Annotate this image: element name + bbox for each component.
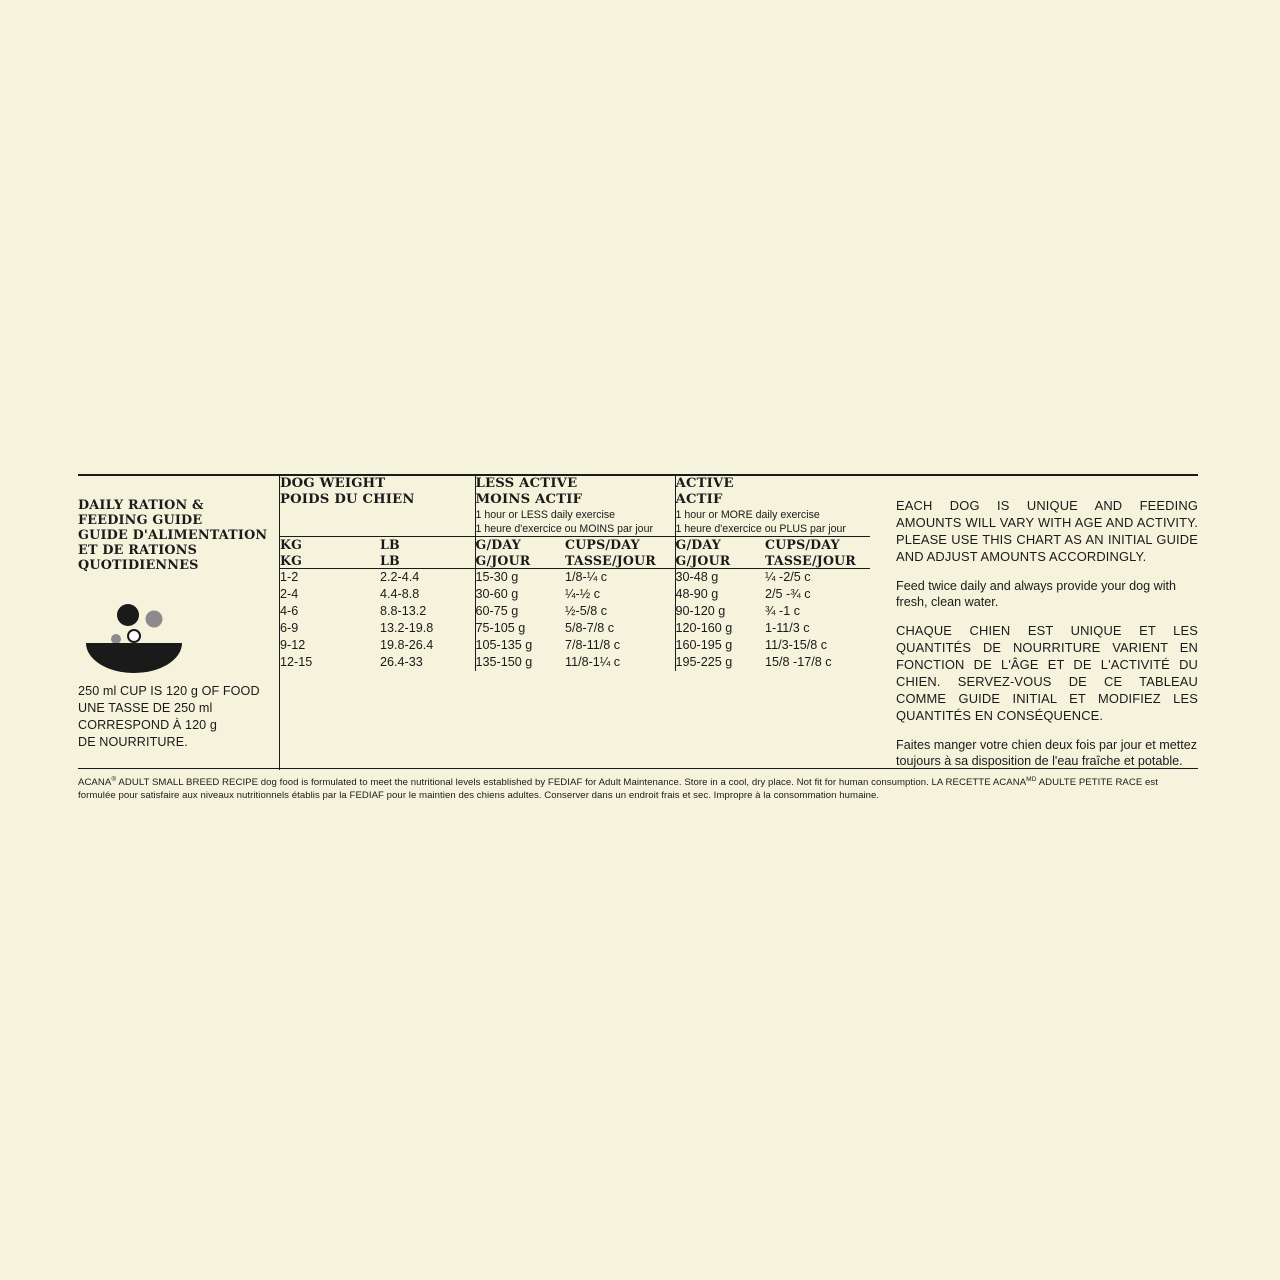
group-header-dog-weight-en: DOG WEIGHT — [280, 476, 386, 491]
cell-less-active-grams: 135-150 g — [475, 654, 565, 671]
cell-kg: 1-2 — [280, 570, 299, 584]
feeding-table — [280, 476, 870, 671]
cell-active-grams: 160-195 g — [675, 637, 765, 654]
guide-title-line-3: GUIDE D'ALIMENTATION — [78, 528, 268, 544]
group-sub-active-fr: 1 heure d'exercice ou PLUS par jour — [675, 522, 846, 535]
cup-note-line-2: UNE TASSE DE 250 ml — [78, 701, 213, 716]
column-header-kg-en: KG — [280, 537, 303, 553]
cell-kg: 12-15 — [280, 655, 313, 669]
feeding-table-column — [280, 476, 870, 770]
footer-block — [78, 768, 1198, 802]
column-header-cups-active — [765, 537, 870, 569]
cell-active-cups: ¼ -2/5 c — [765, 570, 811, 584]
group-header-dog-weight — [280, 476, 475, 508]
group-header-less-active-fr: MOINS ACTIF — [475, 491, 583, 507]
column-header-cups-active-fr: TASSE/JOUR — [765, 552, 856, 568]
group-header-active-fr: ACTIF — [675, 491, 723, 507]
cup-note-line-4: DE NOURRITURE. — [78, 735, 188, 750]
group-sub-less-active-en: 1 hour or LESS daily exercise — [475, 508, 616, 521]
cell-less-active-cups: ½-5/8 c — [565, 604, 607, 618]
cell-less-active-cups: 7/8-11/8 c — [565, 638, 621, 652]
cell-kg: 4-6 — [280, 604, 299, 618]
cell-active-grams: 48-90 g — [675, 586, 765, 603]
group-sub-dog-weight — [280, 508, 475, 537]
column-header-lb-fr: LB — [380, 552, 400, 568]
guide-title-line-2: FEEDING GUIDE — [78, 513, 203, 529]
guide-title-line-4: ET DE RATIONS — [78, 543, 198, 559]
group-header-active-en: ACTIVE — [675, 476, 734, 491]
cell-active-cups: ¾ -1 c — [765, 604, 801, 618]
cell-less-active-cups: 1/8-¼ c — [565, 570, 607, 584]
footer-note — [78, 769, 1198, 802]
column-header-lb — [380, 537, 475, 569]
panel-grid — [78, 476, 1198, 770]
table-row — [280, 603, 870, 620]
dog-bowl-icon — [78, 603, 198, 673]
group-header-active — [675, 476, 870, 508]
table-row — [280, 620, 870, 637]
cell-lb: 4.4-8.8 — [380, 587, 420, 601]
group-sub-less-active — [475, 508, 675, 537]
table-unit-header-row — [280, 537, 870, 569]
cell-less-active-grams: 30-60 g — [475, 586, 565, 603]
cell-less-active-cups: 11/8-1¼ c — [565, 655, 621, 669]
cell-less-active-grams: 75-105 g — [475, 620, 565, 637]
food-bowl-illustration — [78, 603, 269, 673]
cell-active-cups: 15/8 -17/8 c — [765, 655, 832, 669]
cell-lb: 13.2-19.8 — [380, 621, 434, 635]
column-header-cups-less-active — [565, 537, 675, 569]
column-header-gday-less-active — [475, 537, 565, 569]
group-header-less-active — [475, 476, 675, 508]
column-header-cups-active-en: CUPS/DAY — [765, 537, 840, 553]
cell-kg: 9-12 — [280, 638, 306, 652]
note-english-caps: EACH DOG IS UNIQUE AND FEEDING AMOUNTS WILL VARY WITH AGE AND ACTIVITY. PLEASE USE THIS CHART AS AN INITIAL GUIDE AND ADJUST AMOUNTS ACCORDINGLY. — [896, 498, 1198, 564]
cup-conversion-note — [78, 683, 269, 751]
cell-less-active-grams: 105-135 g — [475, 637, 565, 654]
column-header-lb-en: LB — [380, 537, 400, 553]
group-header-less-active-en: LESS ACTIVE — [475, 476, 578, 491]
cell-lb: 19.8-26.4 — [380, 638, 434, 652]
guide-title-line-1: DAILY RATION & — [78, 498, 204, 513]
registered-mark-icon: ® — [111, 776, 117, 783]
group-sub-active — [675, 508, 870, 537]
cell-lb: 8.8-13.2 — [380, 604, 427, 618]
group-header-dog-weight-fr: POIDS DU CHIEN — [280, 491, 415, 507]
column-header-gday-active — [675, 537, 765, 569]
table-group-header-row — [280, 476, 870, 508]
cell-less-active-cups: 5/8-7/8 c — [565, 621, 615, 635]
cell-kg: 6-9 — [280, 621, 299, 635]
feeding-guide-panel — [78, 474, 1198, 770]
table-row — [280, 569, 870, 587]
column-header-gday-less-active-fr: G/JOUR — [475, 552, 531, 568]
cell-active-cups: 1-11/3 c — [765, 621, 810, 635]
cell-kg: 2-4 — [280, 587, 299, 601]
note-french-caps: CHAQUE CHIEN EST UNIQUE ET LES QUANTITÉS DE NOURRITURE VARIENT EN FONCTION DE L'ÂGE ET DE L'ACTIVITÉ DU CHIEN. SERVEZ-VOUS DE CE TABLEAU COMME GUIDE INITIAL ET MODIFIEZ LES QUANTITÉS EN CONSÉQUENCE. — [896, 623, 1198, 723]
md-mark-icon: MD — [1026, 776, 1037, 783]
column-header-cups-less-active-en: CUPS/DAY — [565, 537, 640, 553]
column-header-kg-fr: KG — [280, 552, 303, 568]
column-header-gday-active-en: G/DAY — [675, 537, 721, 553]
table-row — [280, 654, 870, 671]
note-english-plain: Feed twice daily and always provide your dog with fresh, clean water. — [896, 578, 1177, 610]
footer-brand: ACANA — [78, 777, 112, 789]
cell-less-active-cups: ¼-½ c — [565, 587, 600, 601]
footer-text-1: ADULT SMALL BREED RECIPE dog food is formulated to meet the nutritional levels established by FEDIAF for Adult Maintenance. Store in a cool, dry place. Not fit for human consumption. LA RECETTE ACANA — [116, 777, 1027, 789]
guide-title-column — [78, 476, 280, 770]
column-header-gday-less-active-en: G/DAY — [475, 537, 521, 553]
cell-less-active-grams: 15-30 g — [475, 569, 565, 587]
table-group-sub-row — [280, 508, 870, 537]
cell-lb: 2.2-4.4 — [380, 570, 420, 584]
guide-title-line-5: QUOTIDIENNES — [78, 558, 199, 574]
cup-note-line-1: 250 ml CUP IS 120 g OF FOOD — [78, 684, 260, 699]
column-header-gday-active-fr: G/JOUR — [675, 552, 731, 568]
guide-title — [78, 498, 269, 573]
cell-active-grams: 90-120 g — [675, 603, 765, 620]
cup-note-line-3: CORRESPOND À 120 g — [78, 718, 217, 733]
cell-active-cups: 11/3-15/8 c — [765, 638, 828, 652]
footer-text-fr: formulée pour satisfaire aux niveaux nutritionnels établis par la FEDIAF pour le maintien des chiens adultes. Conserver dans un endroit frais et sec. Impropre à la consommation humaine. — [78, 789, 880, 801]
footer-text-2: ADULTE PETITE RACE est — [1036, 777, 1158, 789]
column-header-cups-less-active-fr: TASSE/JOUR — [565, 552, 656, 568]
cell-active-grams: 30-48 g — [675, 569, 765, 587]
column-header-kg — [280, 537, 380, 569]
cell-lb: 26.4-33 — [380, 655, 423, 669]
table-row — [280, 637, 870, 654]
cell-active-cups: 2/5 -¾ c — [765, 587, 811, 601]
group-sub-active-en: 1 hour or MORE daily exercise — [675, 508, 820, 521]
group-sub-less-active-fr: 1 heure d'exercice ou MOINS par jour — [475, 522, 653, 535]
cell-less-active-grams: 60-75 g — [475, 603, 565, 620]
notes-column — [870, 476, 1198, 770]
cell-active-grams: 195-225 g — [675, 654, 765, 671]
note-french-plain: Faites manger votre chien deux fois par jour et mettez toujours à sa disposition de l'eau fraîche et potable. — [896, 737, 1197, 769]
table-row — [280, 586, 870, 603]
cell-active-grams: 120-160 g — [675, 620, 765, 637]
